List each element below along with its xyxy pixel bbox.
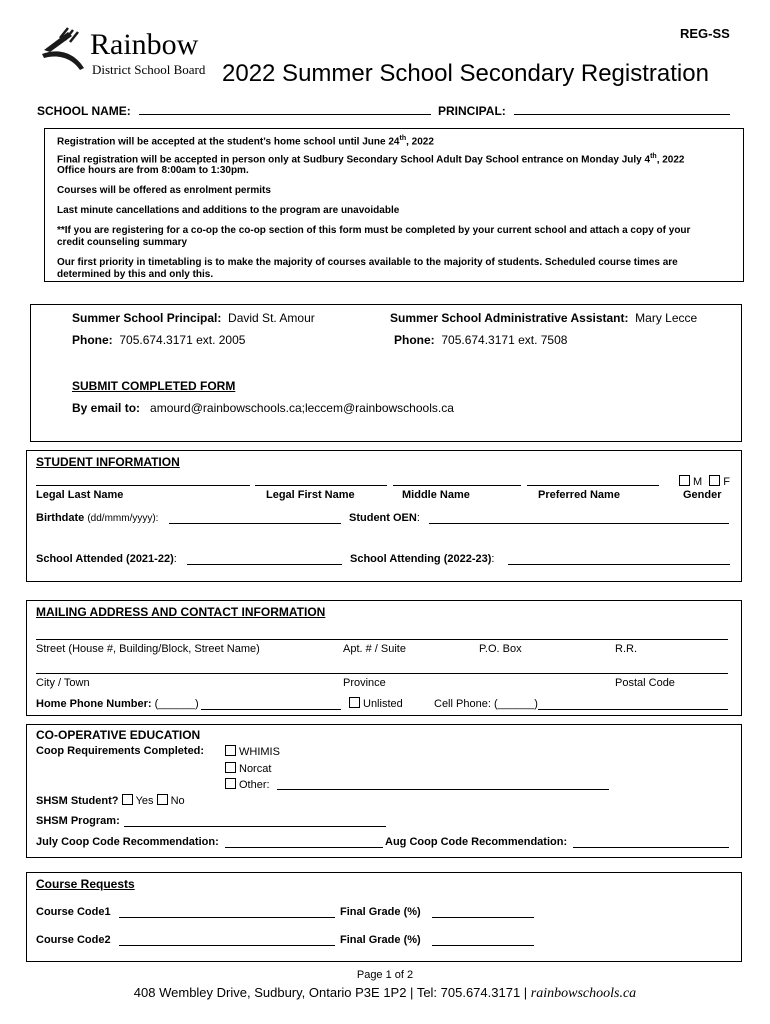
last-name-label: Legal Last Name bbox=[36, 489, 124, 501]
gender-f-checkbox[interactable] bbox=[709, 475, 720, 486]
preferred-name-field[interactable] bbox=[527, 485, 659, 486]
final-grade2-field[interactable] bbox=[432, 945, 534, 946]
courses-box bbox=[26, 872, 742, 962]
city-label: City / Town bbox=[36, 677, 90, 689]
birthdate-field[interactable] bbox=[169, 523, 341, 524]
course-code2-label: Course Code2 bbox=[36, 934, 111, 946]
email-link[interactable]: amourd@rainbowschools.ca;leccem@rainbowschools.ca bbox=[150, 401, 454, 415]
mailing-heading: MAILING ADDRESS AND CONTACT INFORMATION bbox=[36, 605, 326, 619]
school-attending-label: School Attending (2022-23): bbox=[350, 553, 495, 565]
gender-label: Gender bbox=[683, 489, 722, 501]
school-name-field[interactable] bbox=[139, 114, 431, 115]
mailing-box bbox=[26, 600, 742, 716]
province-label: Province bbox=[343, 677, 386, 689]
home-phone-label: Home Phone Number: (______) bbox=[36, 698, 199, 710]
shsm-program-field[interactable] bbox=[124, 826, 386, 827]
notice-coop: **If you are registering for a co-op the co-op section of this form must be completed by your current school and attach a copy of your bbox=[57, 225, 691, 236]
aug-coop-field[interactable] bbox=[573, 847, 729, 848]
apt-label: Apt. # / Suite bbox=[343, 643, 406, 655]
submit-heading: SUBMIT COMPLETED FORM bbox=[72, 379, 236, 393]
school-name-label: SCHOOL NAME: bbox=[37, 104, 131, 118]
page-title: 2022 Summer School Secondary Registration bbox=[222, 60, 709, 87]
norcat-checkbox[interactable] bbox=[225, 762, 236, 773]
course-code1-label: Course Code1 bbox=[36, 906, 111, 918]
last-name-field[interactable] bbox=[36, 485, 250, 486]
principal-phone: Phone: 705.674.3171 ext. 2005 bbox=[72, 333, 246, 347]
birthdate-label: Birthdate (dd/mmm/yyyy): bbox=[36, 512, 159, 524]
norcat-option: Norcat bbox=[225, 762, 271, 775]
cell-phone-field[interactable] bbox=[538, 709, 728, 710]
submit-email: By email to: amourd@rainbowschools.ca;leccem@rainbowschools.ca bbox=[72, 401, 454, 415]
whimis-checkbox[interactable] bbox=[225, 745, 236, 756]
course-code1-field[interactable] bbox=[119, 917, 335, 918]
principal-label: PRINCIPAL: bbox=[438, 104, 506, 118]
middle-name-field[interactable] bbox=[393, 485, 521, 486]
final-grade1-field[interactable] bbox=[432, 917, 534, 918]
rainbow-logo bbox=[38, 24, 218, 84]
notice-deadline: Registration will be accepted at the student’s home school until June 24th, 2022 bbox=[57, 135, 434, 148]
first-name-field[interactable] bbox=[255, 485, 387, 486]
notice-enrolment: Courses will be offered as enrolment permits bbox=[57, 185, 271, 196]
contacts-box bbox=[30, 304, 742, 442]
coop-heading: CO-OPERATIVE EDUCATION bbox=[36, 728, 201, 742]
notice-office-hours: Office hours are from 8:00am to 1:30pm. bbox=[57, 165, 249, 176]
other-option: Other: bbox=[225, 778, 270, 791]
logo-name: Rainbow bbox=[90, 28, 199, 61]
school-attended-field[interactable] bbox=[187, 564, 342, 565]
assistant-contact: Summer School Administrative Assistant: Mary Lecce bbox=[390, 311, 698, 325]
footer-website[interactable]: rainbowschools.ca bbox=[530, 986, 637, 1001]
footer-address: 408 Wembley Drive, Sudbury, Ontario P3E 1P2 | Tel: 705.674.3171 | rainbowschools.ca bbox=[133, 985, 637, 1001]
oen-field[interactable] bbox=[429, 523, 729, 524]
first-name-label: Legal First Name bbox=[266, 489, 355, 501]
po-box-label: P.O. Box bbox=[479, 643, 522, 655]
student-info-heading: STUDENT INFORMATION bbox=[36, 455, 180, 469]
postal-label: Postal Code bbox=[615, 677, 675, 689]
principal-contact: Summer School Principal: David St. Amour bbox=[72, 311, 315, 325]
gender-options: M F bbox=[679, 475, 730, 488]
page-number: Page 1 of 2 bbox=[356, 969, 414, 981]
notice-cancellations: Last minute cancellations and additions to the program are unavoidable bbox=[57, 205, 400, 216]
final-grade2-label: Final Grade (%) bbox=[340, 934, 421, 946]
gender-m-checkbox[interactable] bbox=[679, 475, 690, 486]
city-field[interactable] bbox=[36, 673, 728, 674]
assistant-phone: Phone: 705.674.3171 ext. 7508 bbox=[394, 333, 568, 347]
notice-timetabling-cont: determined by this and only this. bbox=[57, 269, 214, 280]
final-grade1-label: Final Grade (%) bbox=[340, 906, 421, 918]
principal-field[interactable] bbox=[514, 114, 730, 115]
courses-heading: Course Requests bbox=[36, 877, 135, 891]
street-label: Street (House #, Building/Block, Street Name) bbox=[36, 643, 260, 655]
school-attended-label: School Attended (2021-22): bbox=[36, 553, 177, 565]
other-checkbox[interactable] bbox=[225, 778, 236, 789]
middle-name-label: Middle Name bbox=[402, 489, 470, 501]
preferred-name-label: Preferred Name bbox=[538, 489, 620, 501]
whimis-option: WHIMIS bbox=[225, 745, 280, 758]
cell-phone-label: Cell Phone: (______) bbox=[434, 698, 538, 710]
notice-coop-cont: credit counseling summary bbox=[57, 237, 188, 248]
coop-box bbox=[26, 724, 742, 858]
shsm-student: SHSM Student? Yes No bbox=[36, 795, 185, 807]
rainbow-logo-icon bbox=[38, 24, 98, 76]
july-coop-field[interactable] bbox=[225, 847, 383, 848]
shsm-yes-checkbox[interactable] bbox=[122, 794, 133, 805]
school-attending-field[interactable] bbox=[508, 564, 730, 565]
oen-label: Student OEN: bbox=[349, 512, 420, 524]
july-coop-label: July Coop Code Recommendation: bbox=[36, 836, 219, 848]
rr-label: R.R. bbox=[615, 643, 637, 655]
coop-req-label: Coop Requirements Completed: bbox=[36, 745, 205, 757]
shsm-program-label: SHSM Program: bbox=[36, 815, 120, 827]
notice-final-registration: Final registration will be accepted in person only at Sudbury Secondary School Adult Day School entrance on Monday July 4th, 2022 bbox=[57, 153, 685, 166]
shsm-no-checkbox[interactable] bbox=[157, 794, 168, 805]
home-phone-field[interactable] bbox=[201, 709, 341, 710]
unlisted-option: Unlisted bbox=[349, 697, 403, 710]
student-info-box bbox=[26, 450, 742, 582]
other-field[interactable] bbox=[277, 789, 609, 790]
street-field[interactable] bbox=[36, 639, 728, 640]
aug-coop-label: Aug Coop Code Recommendation: bbox=[385, 836, 568, 848]
form-code: REG-SS bbox=[680, 26, 730, 41]
notice-timetabling: Our first priority in timetabling is to make the majority of courses available to the majority of students. Scheduled course times are bbox=[57, 257, 678, 268]
notices-box bbox=[44, 128, 744, 282]
logo-subtitle: District School Board bbox=[92, 62, 206, 77]
unlisted-checkbox[interactable] bbox=[349, 697, 360, 708]
course-code2-field[interactable] bbox=[119, 945, 335, 946]
